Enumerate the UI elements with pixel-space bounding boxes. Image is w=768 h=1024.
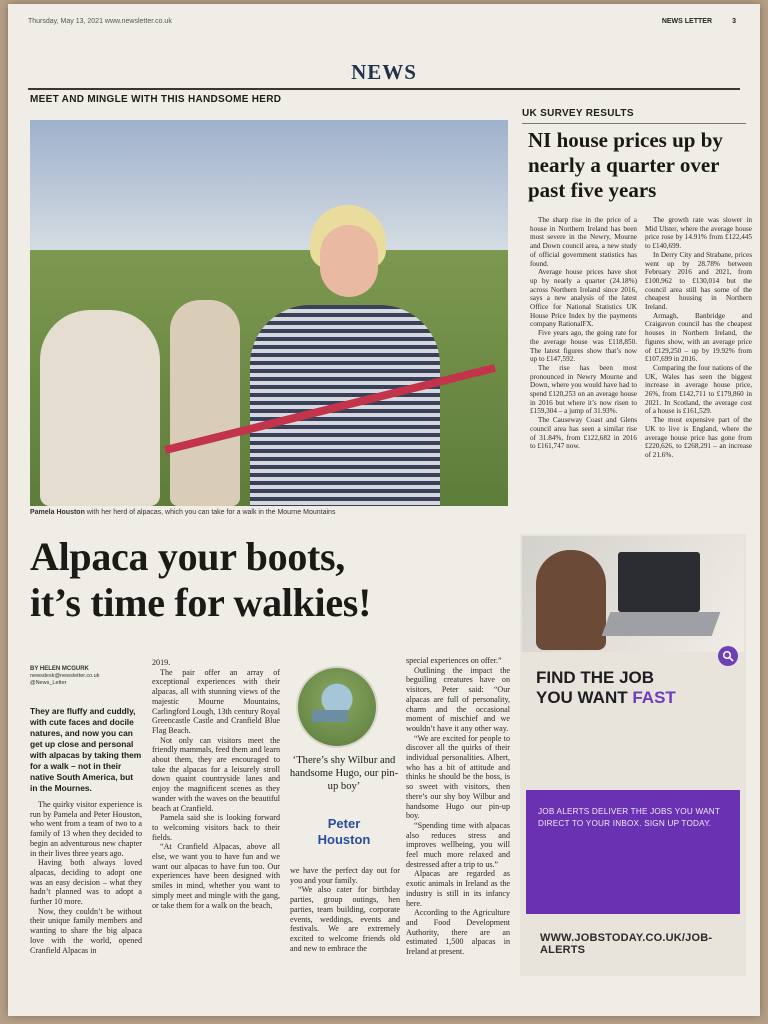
article-paragraph: The rise has been most pronounced in Newry Mourne and Down, where you would have had to spend £120,253 on an average house in 2016 but where it’s now risen to £159,304 – a jump of 31.93%.: [530, 363, 637, 416]
right-story-kicker: UK SURVEY RESULTS: [522, 108, 746, 124]
byline-name: BY HELEN MCGURK: [30, 666, 89, 672]
date-and-website: Thursday, May 13, 2021 www.newsletter.co.uk: [28, 18, 172, 25]
article-paragraph: 2019.: [152, 658, 171, 667]
article-paragraph: “We also cater for birthday parties, group outings, hen parties, team building, corporate events, weddings, events and festivals. We are extremely excited to welcome friends old and new to embrace the: [290, 885, 400, 953]
advert-headline: [536, 668, 736, 708]
right-story-headline: NI house prices up by nearly a quarter over past five years: [528, 128, 723, 202]
alpaca-figure: [40, 310, 160, 506]
left-story-kicker: MEET AND MINGLE WITH THIS HANDSOME HERD: [30, 94, 282, 105]
page-number: 3: [732, 18, 736, 25]
article-paragraph: The most expensive part of the UK to live is England, where the average house price has gone from £220,626, to £268,291 – an increase of 21.6%.: [645, 416, 752, 459]
byline-email: newsdesk@newsletter.co.uk: [30, 673, 100, 679]
alpaca-figure: [170, 300, 240, 506]
advert-photo: [522, 536, 744, 652]
caption-name: Pamela Houston: [30, 509, 85, 516]
alpaca-photo: [30, 120, 508, 506]
article-paragraph: “We are excited for people to discover all the quirks of their individual personalities. Albert, who has a bit of attitude and thinks he should be the boss, is so sweet with visitors, then there’s our shy boy Wilbur and handsome Hugo our pin-up boy.: [406, 733, 510, 821]
photo-caption: [30, 509, 335, 516]
article-column-3: [290, 866, 400, 953]
article-paragraph: Alpacas are regarded as exotic animals in Ireland as the industry is still in its infancy here.: [406, 869, 510, 908]
advert-headline-line-1: FIND THE JOB: [536, 668, 655, 687]
advert-headline-line-2: YOU WANT: [536, 688, 633, 707]
article-paragraph: The quirky visitor experience is run by Pamela and Peter Houston, who went from a team of two to a family of 13 when they decided to begin an adventurous new chapter in their lives three years ago.: [30, 800, 142, 858]
article-paragraph: The Causeway Coast and Glens council area has seen a similar rise of 31.84%, from £122,682 in 2016 to £161,747 now.: [530, 416, 637, 451]
article-paragraph: The growth rate was slower in Mid Ulster, where the average house price rose by 14.91% from £122,445 to £140,699.: [645, 216, 752, 251]
page-topline: [28, 18, 736, 32]
article-paragraph: Average house prices have shot up by nearly a quarter (24.18%) across Northern Ireland since 2016, says a new analysis of the latest Office for National Statistics UK House Price Index by the payments company RationalFX.: [530, 268, 637, 329]
article-paragraph: The sharp rise in the price of a house in Northern Ireland has been most severe in the Newry, Mourne and Down council area, a new study of official government statistics has found.: [530, 216, 637, 268]
article-paragraph: Five years ago, the going rate for the average house was £118,850. The latest figures show that’s now up to £147,592.: [530, 329, 637, 364]
article-column-4: [406, 656, 510, 957]
newspaper-page: [8, 4, 760, 1016]
main-headline: [30, 534, 510, 626]
article-paragraph: Now, they couldn’t be without their unique family members and wanting to share the big alpaca love with the world, opened Cranfield Alpacas in: [30, 906, 142, 955]
advert-headline-fast: FAST: [632, 688, 676, 707]
section-rule: [28, 88, 740, 90]
advert-url[interactable]: WWW.JOBSTODAY.CO.UK/JOB-ALERTS: [540, 932, 713, 956]
caption-text: with her herd of alpacas, which you can take for a walk in the Mourne Mountains: [84, 509, 336, 516]
article-paragraph: Comparing the four nations of the UK, Wales has seen the biggest increase in average house price, 26%, from £142,711 to £179,860 in 2021. In Scotland, the average cost of a house is £161,529.: [645, 363, 752, 416]
woman-figure: [240, 205, 440, 506]
byline-handle: @News_Letter: [30, 680, 67, 686]
right-story-body: [530, 216, 752, 526]
article-paragraph: Armagh, Banbridge and Craigavon council has the cheapest houses in Northern Ireland, the figures show, with an average price of £129,250 – up by 19.92% from £107,699 in 2016.: [645, 311, 752, 364]
article-paragraph: Having both always loved alpacas, deciding to adopt one was an easy decision – what they hadn’t planned was to adopt a further 10 more.: [30, 858, 142, 907]
person-figure: [536, 550, 606, 650]
article-column-1: [30, 800, 142, 955]
laptop-figure: [618, 552, 700, 612]
pull-quote-first-name: Peter: [327, 816, 361, 831]
main-headline-line-2: it’s time for walkies!: [30, 580, 372, 625]
newspaper-brand: NEWS LETTER: [661, 18, 712, 25]
picnic-table: [312, 710, 348, 722]
article-paragraph: According to the Agriculture and Food Development Authority, there are an estimated 1,500 alpacas in Ireland at present.: [406, 908, 510, 957]
alpaca-inset-photo: [296, 666, 378, 748]
pull-quote: ‘There’s shy Wilbur and handsome Hugo, our pin-up boy’: [289, 755, 399, 792]
pull-quote-last-name: Houston: [317, 832, 371, 847]
search-icon: [718, 646, 738, 666]
face: [320, 225, 378, 297]
standfirst: They are fluffy and cuddly, with cute faces and docile natures, and now you can get up close and personal with alpacas by taking them for a walk – not in their native South America, but in the Mournes.: [30, 706, 142, 793]
jobs-advert[interactable]: [520, 534, 746, 976]
main-headline-line-1: Alpaca your boots,: [30, 534, 346, 579]
article-paragraph: “At Cranfield Alpacas, above all else, we want you to have fun and we want our alpacas to have fun too. Our experiences have been designed with smiles in mind, whether you want to simply meet and mingle with the gang, or take them for a walk on the beach,: [152, 842, 280, 910]
article-paragraph: Outlining the impact the beguiling creatures have on visitors, Peter said: “Our alpacas are full of personality, charm and the occasional moment of mischief and we wouldn’t have it any other way.: [406, 665, 510, 733]
article-paragraph: In Derry City and Strabane, prices went up by 28.78% between February 2016 and 2021, from £100,962 to £130,014 but the council area still has some of the cheapest housing in Northern Ireland.: [645, 250, 752, 312]
article-paragraph: Not only can visitors meet the friendly mammals, feed them and learn about them, they are encouraged to take the alpacas for a leisurely stroll down quaint countryside lanes and enjoy the magnificent scenes as they wander with the waves on the beautiful beach at Cranfield.: [152, 735, 280, 813]
article-column-2: [152, 658, 280, 910]
article-paragraph: special experiences on offer.”: [406, 656, 502, 665]
byline: [30, 666, 140, 687]
article-paragraph: The pair offer an array of exceptional experiences with their alpacas, all with stunning views of the majestic Mourne Mountains, Carlingford Lough, 13th century Royal Greencastle Castle and Cranfield Blue Flag Beach.: [152, 667, 280, 735]
keyboard-figure: [602, 612, 721, 636]
article-paragraph: we have the perfect day out for you and your family.: [290, 866, 400, 885]
job-alerts-box: JOB ALERTS DELIVER THE JOBS YOU WANT DIRECT TO YOUR INBOX. SIGN UP TODAY.: [526, 790, 740, 914]
pull-quote-attribution: [288, 816, 400, 848]
article-paragraph: Pamela said she is looking forward to welcoming visitors back to their fields.: [152, 813, 280, 842]
section-title: NEWS: [351, 60, 417, 84]
article-paragraph: “Spending time with alpacas also reduces stress and improves wellbeing, you will feel much more relaxed and destressed after a trip to us.”: [406, 820, 510, 869]
